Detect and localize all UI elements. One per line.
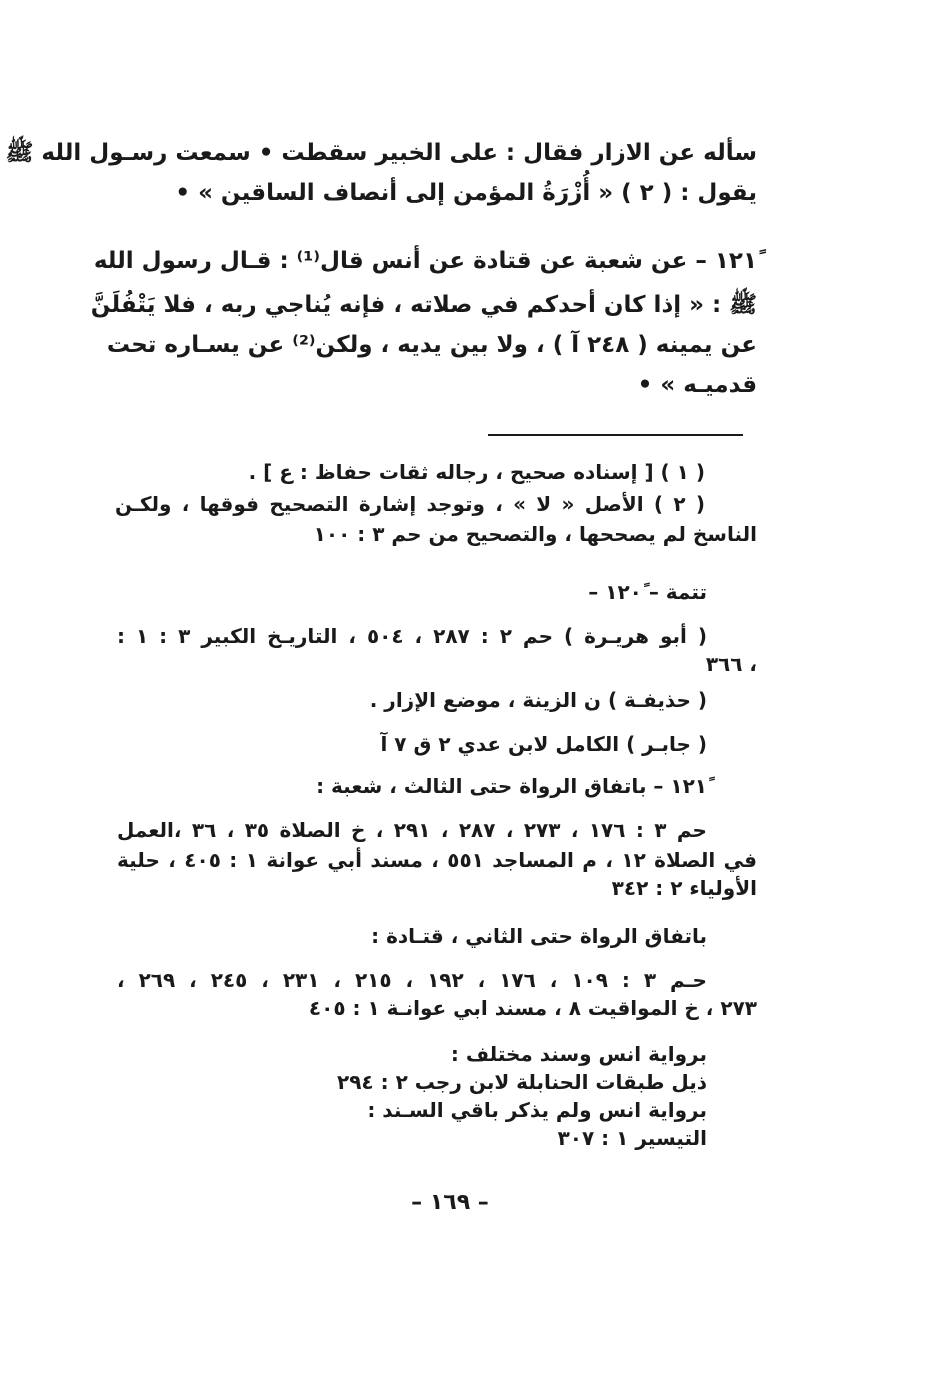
appendix-line-5: ١٢١ً – باتفاق الرواة حتى الثالث ، شعبة : (316, 774, 707, 798)
body-line-6: قدميـه » • (637, 372, 757, 398)
footnote-separator (488, 434, 743, 436)
appendix-line-12: برواية انس وسند مختلف : (450, 1042, 707, 1066)
appendix-line-11: ٢٧٣ ، خ المواقيت ٨ ، مسند ابي عوانـة ١ : ٤٠٥ (308, 996, 757, 1020)
body-line-1: سأله عن الازار فقال : على الخبير سقطت • سمعت رسـول الله ﷺ (5, 140, 757, 166)
appendix-line-2: ٣٦٦ ، (705, 652, 757, 676)
footnote-2: ( ٢ ) الأصل « لا » ، وتوجد إشارة التصحيح فوقها ، ولكـن (115, 492, 705, 516)
appendix-line-3: ( حذيفـة ) ن الزينة ، موضع الإزار . (369, 688, 707, 712)
appendix-line-7: في الصلاة ١٢ ، م المساجد ٥٥١ ، مسند أبي عوانة ١ : ٤٠٥ ، حلية (117, 848, 757, 872)
appendix-line-15: التيسير ١ : ٣٠٧ (557, 1126, 707, 1150)
appendix-line-9: باتفاق الرواة حتى الثاني ، قتـادة : (371, 924, 707, 948)
appendix-line-13: ذيل طبقات الحنابلة لابن رجب ٢ : ٢٩٤ (337, 1070, 707, 1094)
footnote-2-cont: الناسخ لم يصححها ، والتصحيح من حم ٣ : ١٠٠ (313, 522, 757, 546)
appendix-line-8: الأولياء ٢ : ٣٤٢ (611, 876, 757, 900)
footnote-1: ( ١ ) [ إسناده صحيح ، رجاله ثقات حفاظ : ع ] . (248, 460, 705, 484)
body-line-4: ﷺ : « إذا كان أحدكم في صلاته ، فإنه يُناجي ربه ، فلا يَتْفُلَنَّ (90, 292, 757, 318)
body-line-5: عن يمينه ( ٢٤٨ آ ) ، ولا بين يديه ، ولكن⁽²⁾ عن يسـاره تحت (106, 332, 757, 358)
appendix-line-1: ( أبو هريـرة ) حم ٢ : ٢٨٧ ، ٥٠٤ ، التاريـخ الكبير ٣ : ١ : (117, 624, 707, 648)
body-line-2: يقول : ( ٢ ) « أُزْرَةُ المؤمن إلى أنصاف الساقين » • (175, 180, 757, 206)
body-line-3: ١٢١ً – عن شعبة عن قتادة عن أنس قال⁽¹⁾ : قـال رسول الله (93, 248, 757, 274)
appendix-line-4: ( جابـر ) الكامل لابن عدي ٢ ق ٧ آ (380, 732, 707, 756)
page-number: – ١٦٩ – (411, 1190, 489, 1215)
appendix-line-6: حم ٣ : ١٧٦ ، ٢٧٣ ، ٢٨٧ ، ٢٩١ ، خ الصلاة ٣٥ ، ٣٦ ،العمل (117, 818, 707, 842)
appendix-heading: تتمة – ١٢٠ً – (588, 580, 707, 604)
appendix-line-10: حـم ٣ : ١٠٩ ، ١٧٦ ، ١٩٢ ، ٢١٥ ، ٢٣١ ، ٢٤٥ ، ٢٦٩ ، (117, 968, 707, 992)
appendix-line-14: برواية انس ولم يذكر باقي السـند : (367, 1098, 707, 1122)
